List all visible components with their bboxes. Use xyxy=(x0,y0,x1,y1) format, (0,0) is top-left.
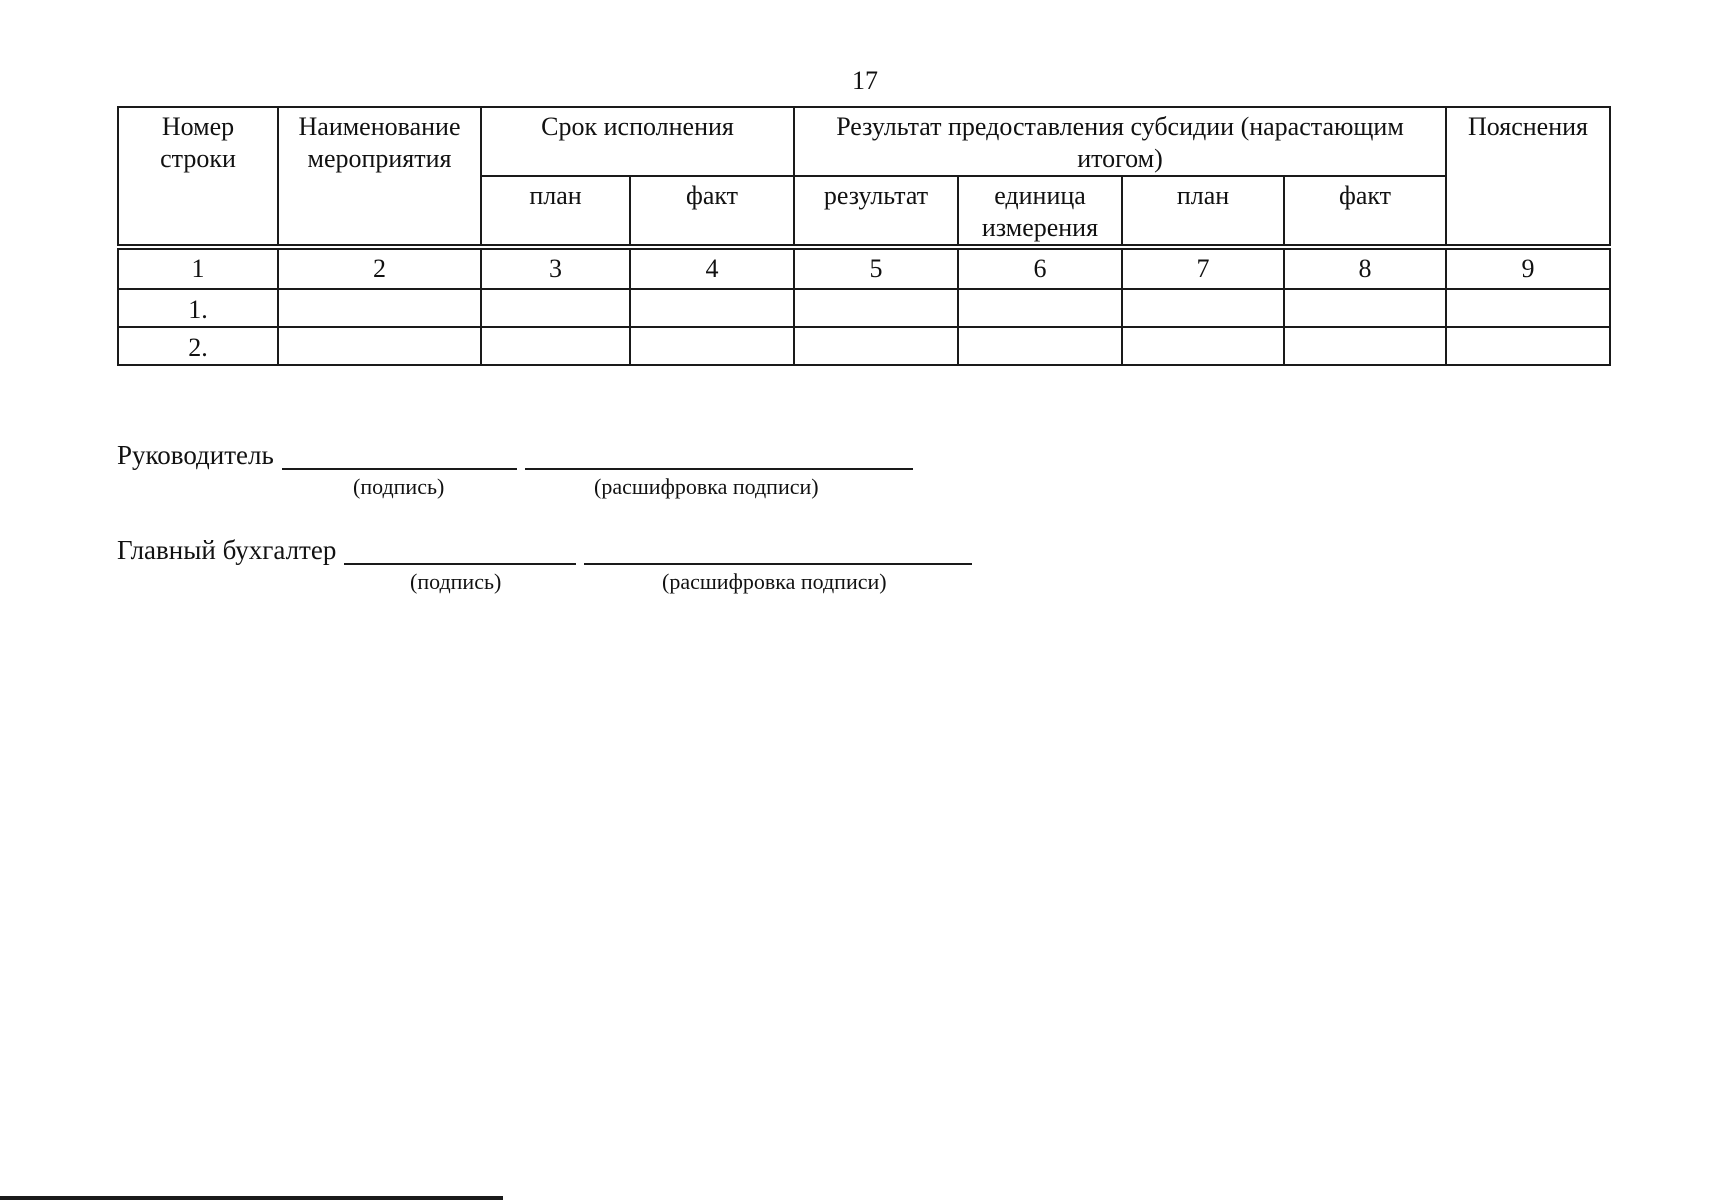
column-number: 6 xyxy=(958,247,1122,289)
head-signature-caption: (подпись) xyxy=(353,474,445,499)
column-number: 5 xyxy=(794,247,958,289)
header-result-fact: факт xyxy=(1284,176,1446,247)
accountant-decoding-caption: (расшифровка подписи) xyxy=(662,569,887,594)
accountant-signature-field[interactable] xyxy=(344,537,576,565)
empty-cell xyxy=(1446,289,1610,327)
column-number: 9 xyxy=(1446,247,1610,289)
column-number: 7 xyxy=(1122,247,1284,289)
page-number: 17 xyxy=(852,66,878,95)
header-unit: единица измерения xyxy=(958,176,1122,247)
head-signature-line xyxy=(117,440,913,470)
bottom-rule xyxy=(0,1196,503,1200)
empty-cell xyxy=(1122,327,1284,365)
head-signature-field[interactable] xyxy=(282,442,517,470)
header-notes: Пояснения xyxy=(1446,107,1610,247)
header-row-number: Номер строки xyxy=(118,107,278,247)
column-number: 3 xyxy=(481,247,630,289)
head-decoding-caption: (расшифровка подписи) xyxy=(594,474,819,499)
column-number: 8 xyxy=(1284,247,1446,289)
header-result: результат xyxy=(794,176,958,247)
column-number: 2 xyxy=(278,247,481,289)
column-number: 1 xyxy=(118,247,278,289)
empty-cell xyxy=(794,327,958,365)
accountant-signature-line xyxy=(117,535,972,565)
empty-cell xyxy=(1446,327,1610,365)
accountant-decoding-field[interactable] xyxy=(584,537,972,565)
accountant-label: Главный бухгалтер xyxy=(117,535,337,565)
header-deadline-fact: факт xyxy=(630,176,794,247)
empty-cell xyxy=(958,327,1122,365)
row-number-cell: 2. xyxy=(118,327,278,365)
accountant-signature-caption: (подпись) xyxy=(410,569,502,594)
empty-cell xyxy=(278,289,481,327)
empty-cell xyxy=(278,327,481,365)
header-result-plan: план xyxy=(1122,176,1284,247)
head-decoding-field[interactable] xyxy=(525,442,913,470)
empty-cell xyxy=(481,289,630,327)
table-row xyxy=(118,327,1610,365)
head-label: Руководитель xyxy=(117,440,274,470)
empty-cell xyxy=(794,289,958,327)
header-row-top xyxy=(118,107,1610,176)
header-deadline: Срок исполнения xyxy=(481,107,794,176)
empty-cell xyxy=(1284,327,1446,365)
table-row xyxy=(118,289,1610,327)
header-deadline-plan: план xyxy=(481,176,630,247)
report-table xyxy=(117,106,1611,366)
empty-cell xyxy=(958,289,1122,327)
row-number-cell: 1. xyxy=(118,289,278,327)
empty-cell xyxy=(630,289,794,327)
empty-cell xyxy=(481,327,630,365)
empty-cell xyxy=(630,327,794,365)
empty-cell xyxy=(1284,289,1446,327)
column-number: 4 xyxy=(630,247,794,289)
header-activity-name: Наименование мероприятия xyxy=(278,107,481,247)
column-number-row xyxy=(118,247,1610,289)
empty-cell xyxy=(1122,289,1284,327)
header-result-group: Результат предоставления субсидии (нарастающим итогом) xyxy=(794,107,1446,176)
